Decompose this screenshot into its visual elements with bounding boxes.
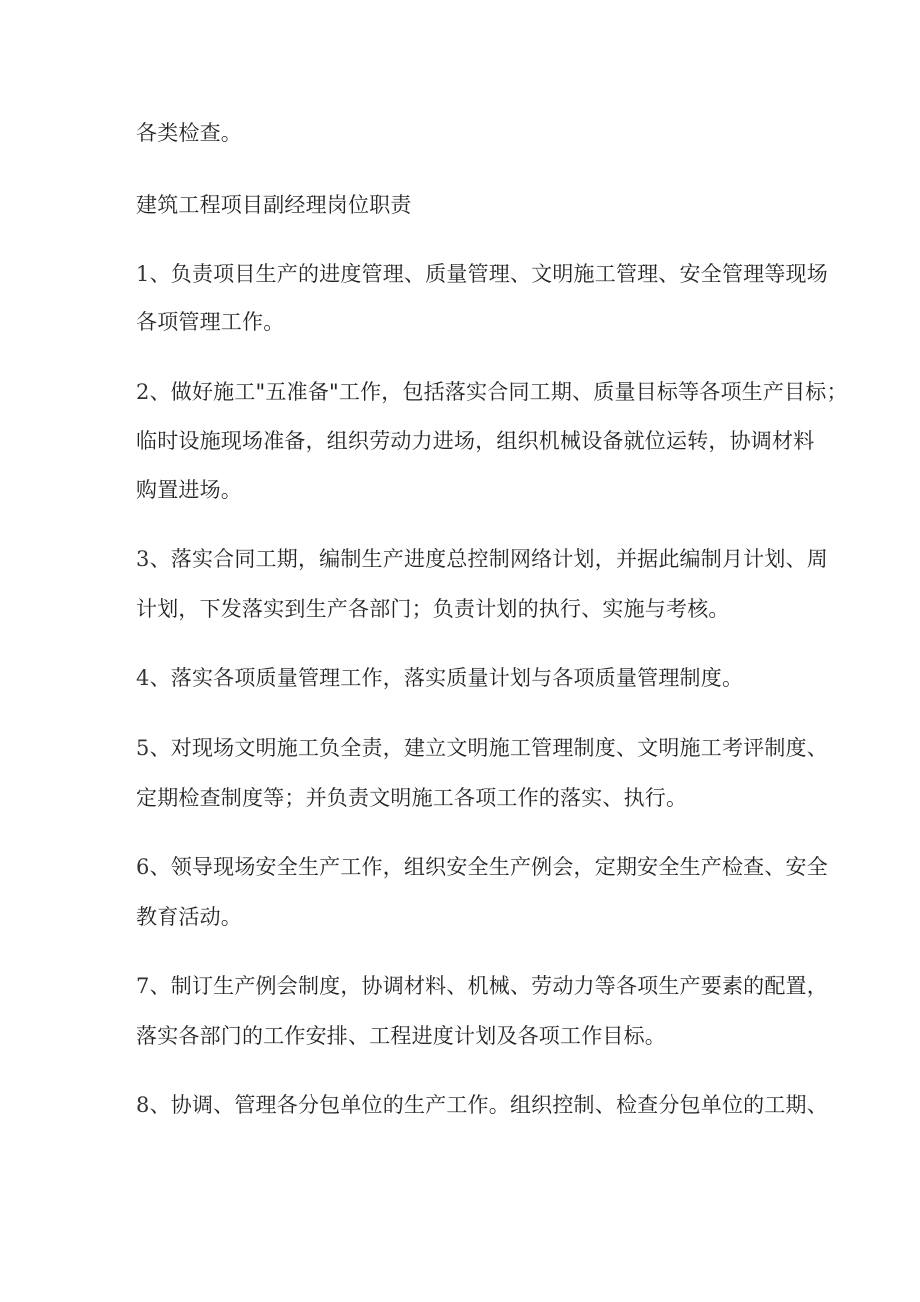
list-item-1-line-1 — [136, 259, 828, 289]
list-item-8-text: 、协调、管理各分包单位的生产工作。组织控制、检查分包单位的工期、 — [149, 1093, 828, 1117]
list-item-7-number: 7 — [136, 974, 150, 998]
list-item-2-line-1 — [136, 377, 848, 407]
list-item-3-number: 3 — [136, 547, 150, 571]
list-item-2-text: 、做好施工"五准备"工作，包括落实合同工期、质量目标等各项生产目标； — [149, 380, 848, 404]
list-item-7-text: 、制订生产例会制度，协调材料、机械、劳动力等各项生产要素的配置， — [149, 974, 828, 998]
list-item-8-number: 8 — [136, 1093, 150, 1117]
list-item-4-number: 4 — [136, 666, 150, 690]
list-item-8-line-1 — [136, 1090, 828, 1120]
list-item-6-number: 6 — [136, 855, 150, 879]
section-title: 建筑工程项目副经理岗位职责 — [136, 193, 412, 217]
list-item-1-text: 、负责项目生产的进度管理、质量管理、文明施工管理、安全管理等现场 — [149, 262, 828, 286]
list-item-6-text: 、领导现场安全生产工作，组织安全生产例会，定期安全生产检查、安全 — [149, 855, 828, 879]
intro-tail-text: 各类检查。 — [136, 121, 242, 145]
list-item-2-number: 2 — [136, 380, 150, 404]
list-item-4-text: 、落实各项质量管理工作，落实质量计划与各项质量管理制度。 — [149, 666, 744, 690]
list-item-5-text: 、对现场文明施工负全责，建立文明施工管理制度、文明施工考评制度、 — [149, 736, 828, 760]
list-item-3-text: 、落实合同工期，编制生产进度总控制网络计划，并据此编制月计划、周 — [149, 547, 828, 571]
list-item-3-line-1 — [136, 544, 828, 574]
list-item-4-line-1 — [136, 663, 796, 693]
list-item-5-line-1 — [136, 733, 828, 763]
list-item-1-line-2: 各项管理工作。 — [136, 310, 285, 334]
list-item-2-line-2: 临时设施现场准备，组织劳动力进场，组织机械设备就位运转，协调材料 — [136, 429, 815, 453]
list-item-2-line-3: 购置进场。 — [136, 478, 242, 502]
list-item-7-line-2: 落实各部门的工作安排、工程进度计划及各项工作目标。 — [136, 1024, 666, 1048]
list-item-5-number: 5 — [136, 736, 150, 760]
list-item-6-line-1 — [136, 852, 828, 882]
list-item-5-line-2: 定期检查制度等；并负责文明施工各项工作的落实、执行。 — [136, 786, 688, 810]
list-item-7-line-1 — [136, 971, 828, 1001]
list-item-6-line-2: 教育活动。 — [136, 905, 242, 929]
list-item-1-number: 1 — [136, 262, 150, 286]
list-item-3-line-2: 计划，下发落实到生产各部门；负责计划的执行、实施与考核。 — [136, 597, 730, 621]
